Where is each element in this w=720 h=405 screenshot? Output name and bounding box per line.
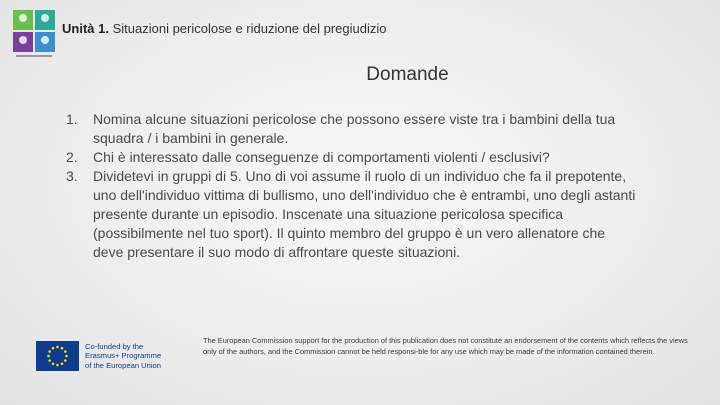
unit-title: Situazioni pericolose e riduzione del pregiudizio — [112, 21, 387, 36]
project-logo-icon — [12, 8, 56, 60]
unit-label: Unità 1. — [62, 21, 109, 36]
item-text: Dividetevi in gruppi di 5. Uno di voi assume il ruolo di un individuo che fa il prepotente, uno dell'individuo vittima di bullismo, uno dell'individuo che è entrambi, uno degli astanti presente durante un episodio. Inscenate una situazione pericolosa specifica (possibilmente nel tuo sport). Il quinto membro del gruppo è un vero allenatore che deve presentare il suo modo di affrontare queste situazioni. — [93, 168, 636, 260]
item-number: 2. — [66, 149, 78, 165]
disclaimer-text: The European Commission support for the production of this publication does not constitute an endorsement of the contents which reflects the views only of the authors, and the Commission cannot be held responsi-ble for any use which may be made of the information contained therein. — [203, 336, 688, 356]
list-item — [66, 110, 636, 148]
slide-title: Domande — [366, 64, 449, 85]
item-number: 1. — [66, 111, 78, 127]
eu-flag-icon — [36, 341, 79, 371]
list-item — [66, 167, 636, 262]
item-number: 3. — [66, 168, 78, 184]
eu-logo — [36, 338, 176, 374]
list-item — [66, 148, 636, 167]
unit-header — [62, 21, 386, 36]
item-text: Nomina alcune situazioni pericolose che possono essere viste tra i bambini della tua squadra / i bambini in generale. — [93, 111, 616, 146]
question-list — [66, 110, 636, 262]
item-text: Chi è interessato dalle conseguenze di comportamenti violenti / esclusivi? — [93, 149, 550, 165]
eu-cofunded-text: Co-funded by the Erasmus+ Programme of the European Union — [85, 341, 162, 370]
